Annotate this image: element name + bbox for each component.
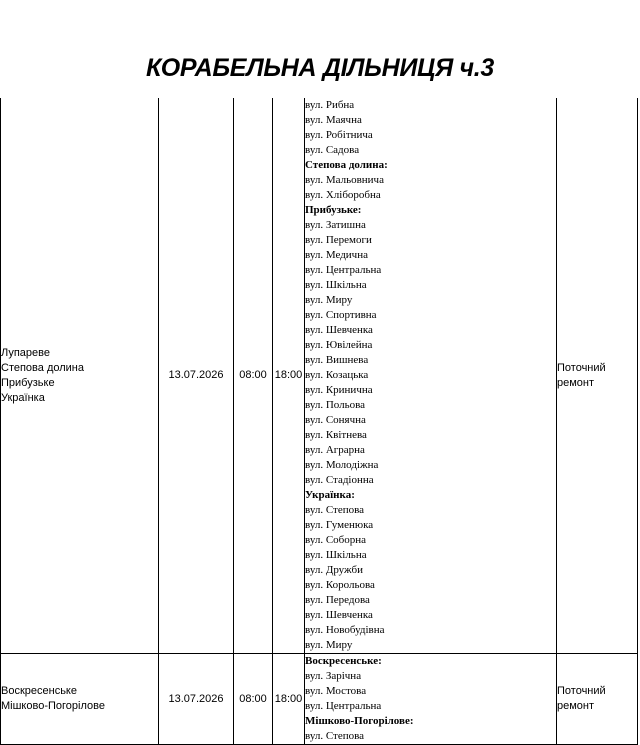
settlement-group-heading: Степова долина: xyxy=(305,159,388,171)
work-type-line: Поточний xyxy=(557,361,606,374)
street-item: вул. Мостова xyxy=(305,685,367,697)
outage-schedule-table xyxy=(0,98,638,745)
street-item: вул. Шкільна xyxy=(305,279,367,291)
settlement-group-heading: Прибузьке: xyxy=(305,204,362,216)
settlements-cell xyxy=(1,654,159,745)
table-row xyxy=(1,654,638,745)
street-item: вул. Зарічна xyxy=(305,670,362,682)
street-item: вул. Кринична xyxy=(305,384,373,396)
street-item: вул. Вишнева xyxy=(305,354,369,366)
work-type-line: ремонт xyxy=(557,700,595,712)
street-item: вул. Ювілейна xyxy=(305,339,373,351)
settlement-name: Лупареве xyxy=(1,346,50,359)
date-cell: 13.07.2026 xyxy=(159,98,234,654)
streets-cell xyxy=(305,98,557,654)
street-item: вул. Шкільна xyxy=(305,549,367,561)
street-item: вул. Рибна xyxy=(305,99,355,111)
street-item: вул. Степова xyxy=(305,504,365,516)
street-item: вул. Сонячна xyxy=(305,414,366,426)
street-item: вул. Гуменюка xyxy=(305,519,374,531)
street-item: вул. Центральна xyxy=(305,264,382,276)
work-type-cell xyxy=(557,654,638,745)
start-time-cell: 08:00 xyxy=(234,654,273,745)
street-item: вул. Миру xyxy=(305,639,353,651)
street-item: вул. Мальовнича xyxy=(305,174,384,186)
street-item: вул. Стадіонна xyxy=(305,474,374,486)
settlement-name: Мішково-Погорілове xyxy=(1,700,105,712)
street-item: вул. Шевченка xyxy=(305,324,373,336)
street-item: вул. Центральна xyxy=(305,700,382,712)
work-type-line: Поточний xyxy=(557,685,606,697)
street-item: вул. Степова xyxy=(305,730,365,742)
settlement-name: Прибузьке xyxy=(1,376,55,389)
end-time-cell: 18:00 xyxy=(273,654,305,745)
settlement-group-heading: Воскресенське: xyxy=(305,655,382,667)
street-item: вул. Медична xyxy=(305,249,368,261)
work-type-cell xyxy=(557,98,638,654)
street-item: вул. Шевченка xyxy=(305,609,373,621)
street-item: вул. Козацька xyxy=(305,369,369,381)
street-item: вул. Квітнева xyxy=(305,429,367,441)
street-item: вул. Дружби xyxy=(305,564,363,576)
date-cell: 13.07.2026 xyxy=(159,654,234,745)
start-time-cell: 08:00 xyxy=(234,98,273,654)
street-item: вул. Корольова xyxy=(305,579,375,591)
end-time-cell: 18:00 xyxy=(273,98,305,654)
street-item: вул. Польова xyxy=(305,399,366,411)
settlement-name: Українка xyxy=(1,391,45,404)
settlement-name: Степова долина xyxy=(1,361,84,374)
street-item: вул. Миру xyxy=(305,294,353,306)
page-title: КОРАБЕЛЬНА ДІЛЬНИЦЯ ч.3 xyxy=(145,54,495,82)
streets-cell xyxy=(305,654,557,745)
street-item: вул. Садова xyxy=(305,144,360,156)
settlements-cell xyxy=(1,98,159,654)
street-item: вул. Молодіжна xyxy=(305,459,379,471)
settlement-name: Воскресенське xyxy=(1,685,77,697)
street-item: вул. Затишна xyxy=(305,219,366,231)
street-item: вул. Робітнича xyxy=(305,129,373,141)
table-row xyxy=(1,98,638,654)
street-item: вул. Хліборобна xyxy=(305,189,381,201)
street-item: вул. Соборна xyxy=(305,534,367,546)
street-item: вул. Передова xyxy=(305,594,370,606)
street-item: вул. Аграрна xyxy=(305,444,365,456)
settlement-group-heading: Мішково-Погорілове: xyxy=(305,715,414,727)
street-item: вул. Маячна xyxy=(305,114,362,126)
street-item: вул. Спортивна xyxy=(305,309,377,321)
street-item: вул. Новобудівна xyxy=(305,624,385,636)
work-type-line: ремонт xyxy=(557,376,595,389)
settlement-group-heading: Українка: xyxy=(305,489,355,501)
street-item: вул. Перемоги xyxy=(305,234,372,246)
